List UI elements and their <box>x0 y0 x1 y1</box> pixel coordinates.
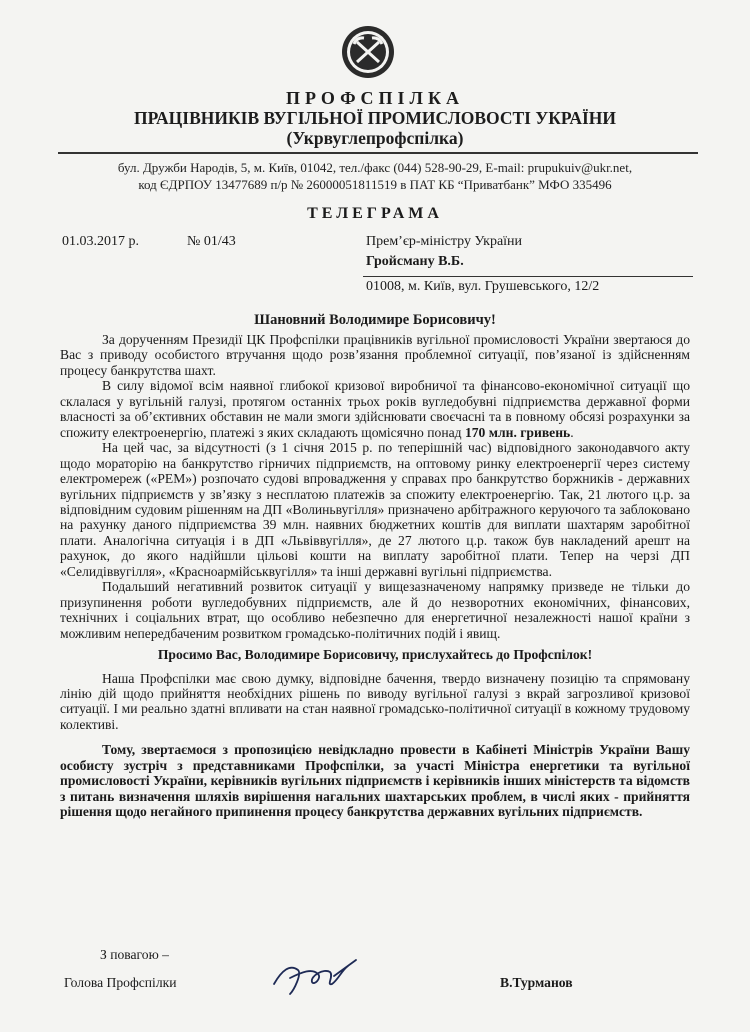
appeal-line: Просимо Вас, Володимире Борисовичу, прислухайтесь до Профспілок! <box>157 647 593 663</box>
paragraph-2-text: В силу відомої всім наявної глибокої кризової виробничої та фінансово-економічної ситуації що склалася у вугільній галузі, протягом останніх трьох років вугледобувні підприємства державної форми власності за об’єктивних обставин не мали змоги здійснювати своєчасні та в повному обсязі розрахунки за спожиту електроенергію, платежі з яких складають щомісячно понад <box>60 378 690 440</box>
paragraph-2-amount: 170 млн. гривень <box>464 424 571 440</box>
handwritten-signature <box>268 950 360 1000</box>
recipient-address: 01008, м. Київ, вул. Грушевського, 12/2 <box>366 279 600 294</box>
paragraph-1: За дорученням Президії ЦК Профспілки працівників вугільної промисловості України звертаюся до Вас з приводу особистого втручання щодо розв’язання проблемної ситуації, пов’язаної із здійсненням процесу банкрутства шахт. <box>60 332 690 378</box>
paragraph-6: Тому, звертаємося з пропозицією невідкладно провести в Кабінеті Міністрів України Вашу особисту зустріч з представниками Профспілки, за участі Міністра енергетики та вугільної промисловості України, керівників вугільних підприємств і керівників інших міністерств та відомств з питань визначення шляхів вирішення нагальних шахтарських проблем, в числі яких - прийняття рішення щодо негайного припинення процесу банкрутства державних вугільних підприємств. <box>60 742 690 820</box>
union-emblem-icon <box>340 24 396 80</box>
document-number: № 01/43 <box>187 234 236 249</box>
org-subtitle: ПРАЦІВНИКІВ ВУГІЛЬНОЇ ПРОМИСЛОВОСТІ УКРАЇНИ <box>133 108 617 128</box>
header-divider <box>58 152 698 154</box>
paragraph-3: На цей час, за відсутності (з 1 січня 2015 р. по теперішній час) відповідного законодавчого акту щодо мораторію на банкрутство гірничих підприємств, на оптовому ринку електроенергії через систему електромереж («РЕМ») розпочато судові впровадження у справах про банкрутство боржників - державних вугільних підприємств у зв’язку з несплатою платежів за спожиту електроенергію. Так, 21 лютого ц.р. за відповідним судовим рішенням на ДП «Волиньвугілля» призначено арбітражного керуючого та заблоковано на рахунку даного підприємства 39 млн. наявних бюджетних коштів для виплати шахтарям заробітної плати. Аналогічна ситуація і в ДП «Львіввугілля», де 27 лютого ц.р. також був накладений арешт на рахунок, до якого надійшли цільові кошти на виплату заробітної плати. Тепер на черзі ДП «Селидіввугілля», «Красноармійськвугілля» та інші державні вугільні підприємства. <box>60 440 690 579</box>
paragraph-2 <box>60 378 690 440</box>
closing-regards: З повагою – <box>100 947 169 962</box>
salutation: Шановний Володимире Борисовичу! <box>254 312 496 328</box>
recipient-title: Прем’єр-міністру України <box>366 234 523 249</box>
signer-name: В.Турманов <box>500 975 573 990</box>
recipient-name: Гройсману В.Б. <box>366 254 464 269</box>
recipient-divider <box>363 276 693 277</box>
paragraph-4: Подальший негативний розвиток ситуації у вищезазначеному напрямку призведе не тільки до призупинення роботи вугледобувних підприємств, але й до незворотних економічних, фінансових, технічних і соціальних втрат, що особливо небезпечно для енергетичної незалежності нашої країни з можливим непередбаченим розвитком громадсько-політичних подій і явищ. <box>60 579 690 641</box>
paragraph-2-end: . <box>570 424 574 440</box>
document-date: 01.03.2017 р. <box>62 234 139 249</box>
signer-role: Голова Профспілки <box>64 975 177 990</box>
org-short-name: (Укрвуглепрофспілка) <box>286 128 464 148</box>
org-bank-details: код ЄДРПОУ 13477689 п/р № 26000051811519 в ПАТ КБ “Приватбанк” МФО 335496 <box>138 177 612 192</box>
org-title: ПРОФСПІЛКА <box>285 88 465 108</box>
document-type: ТЕЛЕГРАМА <box>307 205 443 222</box>
paragraph-5: Наша Профспілки має свою думку, відповідне бачення, твердо визначену позицію та спрямовану лінію дій щодо прийняття необхідних рішень по виводу вугільної галузі з вкрай загрозливої кризової ситуації. І ми реально здатні впливати на стан наявної громадсько-політичної ситуації в кожному трудовому колективі. <box>60 670 690 732</box>
org-address: бул. Дружби Народів, 5, м. Київ, 01042, тел./факс (044) 528-90-29, E-mail: prupukuiv@ukr.net, <box>117 160 633 175</box>
letter-body <box>60 332 690 820</box>
